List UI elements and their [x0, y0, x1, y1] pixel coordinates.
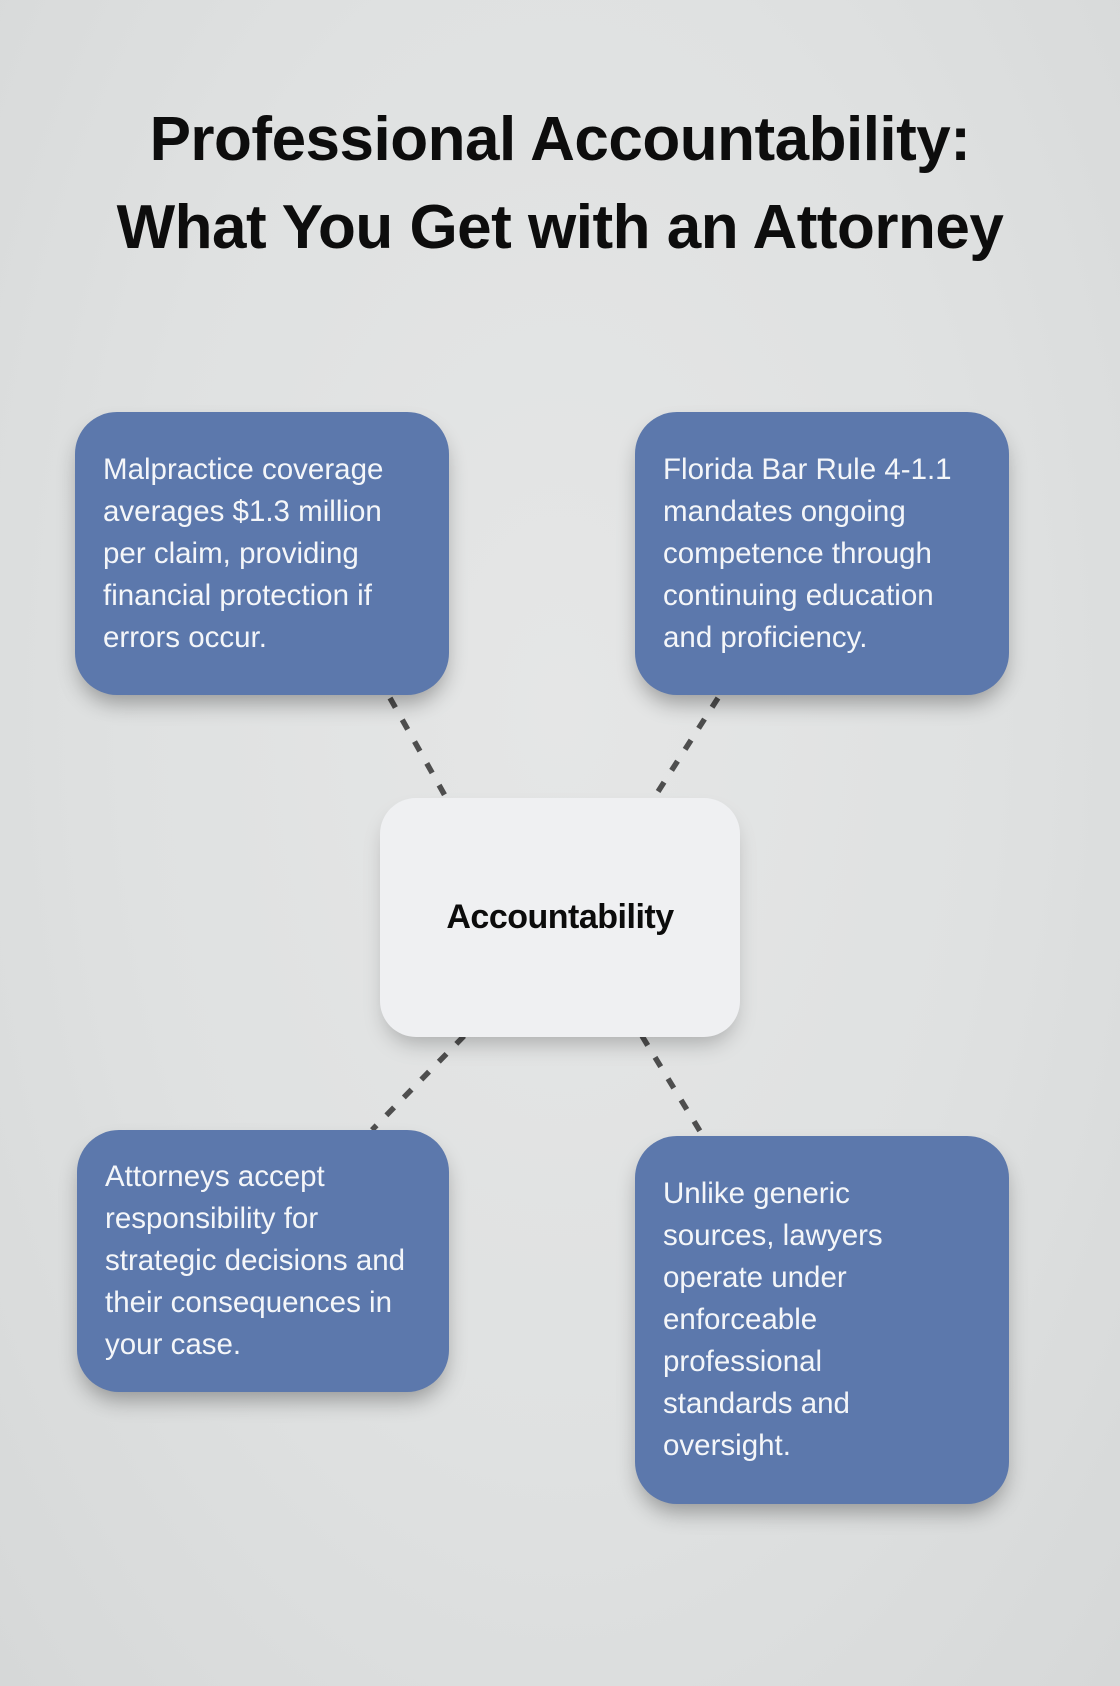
connector-bottom-right	[642, 1036, 703, 1136]
card-malpractice-coverage-text: Malpractice coverage averages $1.3 million per claim, providing financial protection if errors occur.	[103, 452, 384, 654]
page-title	[0, 96, 1120, 272]
connector-bottom-left	[372, 1036, 464, 1130]
central-node-label: Accountability	[446, 898, 674, 936]
central-node	[380, 798, 740, 1037]
page-title-line-1: Professional Accountability:	[149, 105, 971, 174]
page-title-line-2: What You Get with an Attorney	[116, 193, 1004, 263]
card-florida-bar-rule-text: Florida Bar Rule 4-1.1 mandates ongoing competence through continuing education and proficiency.	[663, 452, 952, 654]
card-attorney-responsibility	[77, 1130, 449, 1392]
connector-top-left	[390, 698, 448, 801]
card-enforceable-standards	[635, 1136, 1009, 1504]
card-enforceable-standards-text: Unlike generic sources, lawyers operate under enforceable professional standards and oversight.	[663, 1177, 883, 1462]
card-attorney-responsibility-text: Attorneys accept responsibility for strategic decisions and their consequences in your case.	[105, 1160, 406, 1361]
card-malpractice-coverage	[75, 412, 449, 695]
card-florida-bar-rule	[635, 412, 1009, 695]
connector-top-right	[652, 698, 718, 801]
